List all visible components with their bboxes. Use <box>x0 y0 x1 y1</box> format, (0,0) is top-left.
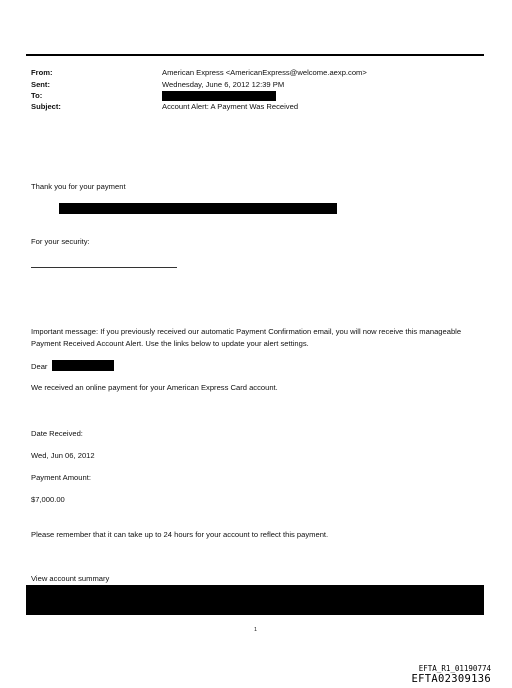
received-online-text: We received an online payment for your American Express Card account. <box>31 383 278 392</box>
to-redaction <box>162 91 276 101</box>
reminder-text: Please remember that it can take up to 24 hours for your account to reflect this payment. <box>31 530 329 539</box>
date-received-label: Date Received: <box>31 429 83 438</box>
date-received-value: Wed, Jun 06, 2012 <box>31 451 95 460</box>
top-rule <box>26 54 484 56</box>
dear-text: Dear <box>31 362 48 371</box>
sent-label: Sent: <box>31 80 50 89</box>
page-number: 1 <box>254 627 258 633</box>
subject-value: Account Alert: A Payment Was Received <box>162 102 299 111</box>
from-label: From: <box>31 68 53 77</box>
from-value: American Express <AmericanExpress@welcome.aexp.com> <box>162 68 367 77</box>
payment-amount-value: $7,000.00 <box>31 495 65 504</box>
view-account-summary-link[interactable]: View account summary <box>31 574 110 583</box>
to-label: To: <box>31 91 43 100</box>
subject-label: Subject: <box>31 102 61 111</box>
payment-amount-label: Payment Amount: <box>31 473 91 482</box>
security-link-line[interactable] <box>31 267 177 268</box>
redaction-bar-bottom <box>26 585 484 615</box>
footer-id-large: EFTA02309136 <box>411 673 491 685</box>
redaction-bar-1 <box>59 203 337 214</box>
footer-id-small: EFTA_R1_01190774 <box>418 664 491 673</box>
important-message: Important message: If you previously received our automatic Payment Confirmation email, you will now receive this manageable Payment Received Account Alert. Use the links below to update your alert settings. <box>31 327 462 348</box>
security-label: For your security: <box>31 237 90 246</box>
thank-you-text: Thank you for your payment <box>31 182 126 191</box>
sent-value: Wednesday, June 6, 2012 12:39 PM <box>162 80 285 89</box>
name-redaction <box>52 360 114 371</box>
